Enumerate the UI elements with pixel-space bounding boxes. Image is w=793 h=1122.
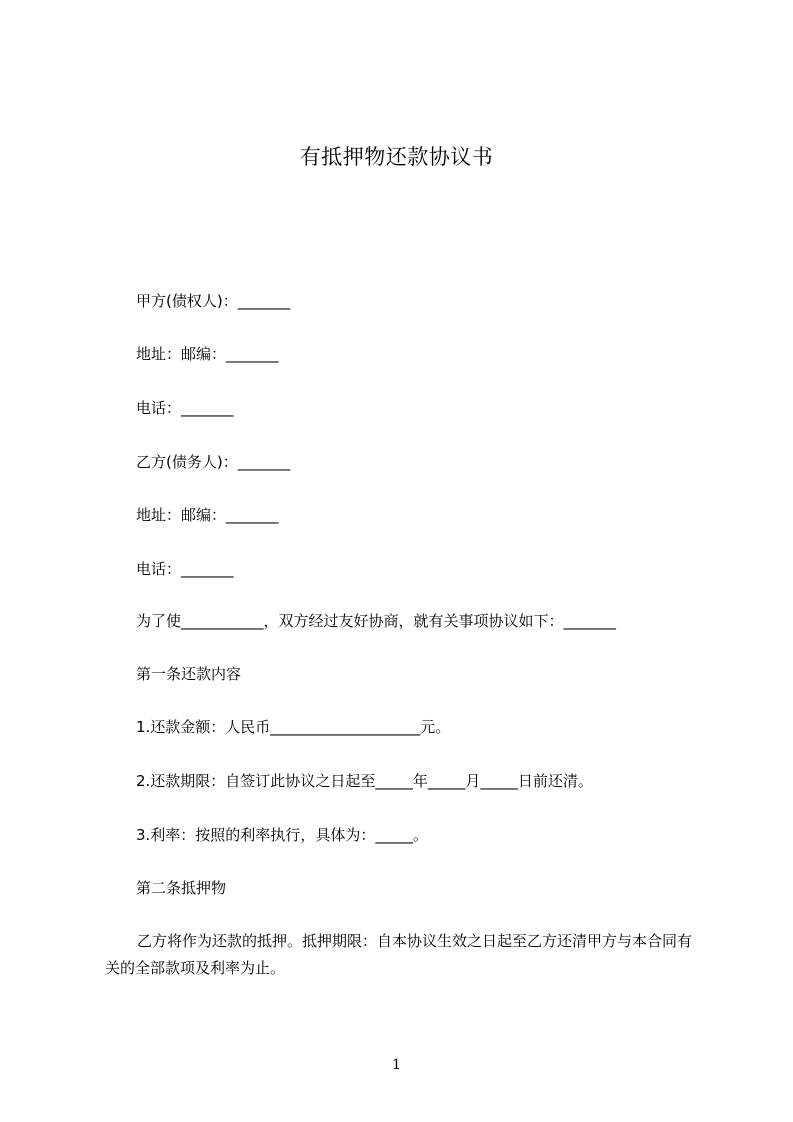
debtor-phone-line: 电话：_______: [136, 560, 234, 578]
interest-rate-line: 3.利率：按照的利率执行，具体为：_____。: [136, 826, 428, 844]
repayment-amount-line: 1.还款金额：人民币____________________元。: [136, 718, 451, 736]
document-title: 有抵押物还款协议书: [299, 145, 494, 169]
purpose-line: 为了使___________，双方经过友好协商，就有关事项协议如下：_______: [136, 612, 617, 630]
section-heading-repayment: 第一条还款内容: [136, 665, 242, 683]
section-heading-collateral: 第二条抵押物: [136, 879, 227, 897]
page-number: 1: [392, 1057, 401, 1073]
debtor-line: 乙方(债务人)：_______: [136, 453, 291, 471]
collateral-paragraph: 乙方将作为还款的抵押。抵押期限：自本协议生效之日起至乙方还清甲方与本合同有关的全部款项及利率为止。: [105, 932, 693, 977]
debtor-address-line: 地址：邮编：_______: [136, 506, 279, 524]
repayment-deadline-line: 2.还款期限：自签订此协议之日起至_____年_____月_____日前还清。: [136, 772, 593, 790]
creditor-address-line: 地址：邮编：_______: [136, 345, 279, 363]
creditor-line: 甲方(债权人)：_______: [136, 292, 291, 310]
creditor-phone-line: 电话：_______: [136, 399, 234, 417]
